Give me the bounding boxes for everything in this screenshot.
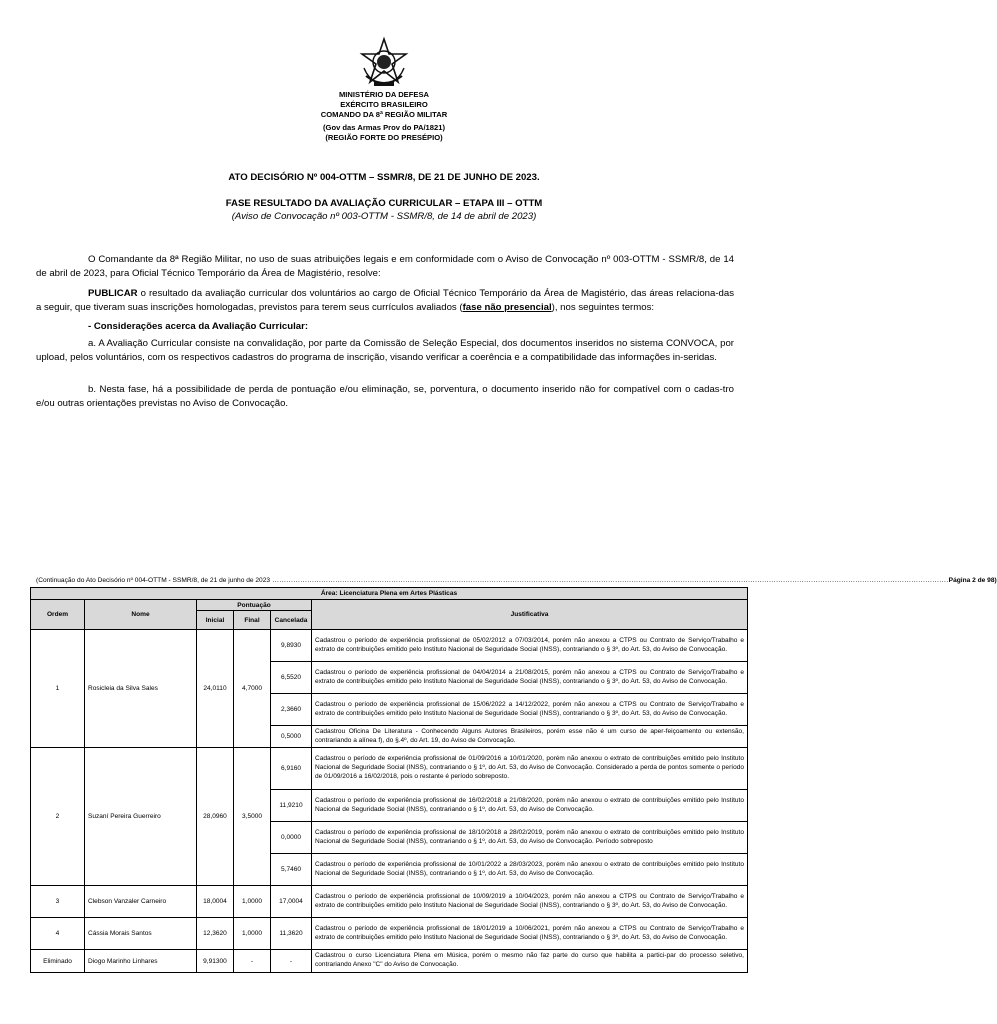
header-line: COMANDO DA 8ª REGIÃO MILITAR: [320, 110, 448, 119]
header-line: (Gov das Armas Prov do PA/1821): [323, 123, 445, 132]
header-line: EXÉRCITO BRASILEIRO: [340, 100, 428, 109]
table-row: [31, 630, 748, 662]
cell-cancelada: 2,3660: [271, 694, 312, 726]
col-header-inicial: Inicial: [197, 611, 234, 630]
publicar-paragraph: [36, 287, 734, 314]
cell-inicial: 28,0960: [197, 748, 234, 886]
publicar-keyword: PUBLICAR: [88, 288, 138, 299]
cell-cancelada: 6,9160: [271, 748, 312, 790]
cell-justificativa: Cadastrou Oficina De Literatura - Conhecendo Alguns Autores Brasileiros, porém esse não é um curso de aper-feiçoamento ou extensão, contrariando a alínea f), do §.4º, do Art. 19, do Aviso de Convocação.: [312, 726, 748, 748]
cell-justificativa: Cadastrou o período de experiência profissional de 18/10/2018 a 28/02/2019, porém não anexou o extrato de contribuições emitido pelo Instituto Nacional de Seguridade Social (INSS), contrariando o § 1º, do Art. 53, do Aviso de Convocação. Período sobreposto: [312, 822, 748, 854]
table-row: [31, 748, 748, 790]
col-header-nome: Nome: [85, 600, 197, 630]
cell-nome: Diogo Marinho Linhares: [85, 950, 197, 973]
document-subtitle-note: (Aviso de Convocação nº 003-OTTM - SSMR/8, de 14 de abril de 2023): [231, 211, 537, 222]
document-title: ATO DECISÓRIO Nº 004-OTTM – SSMR/8, DE 21 DE JUNHO DE 2023.: [228, 172, 540, 183]
area-header: Área: Licenciatura Plena em Artes Plásticas: [31, 588, 748, 600]
cell-cancelada: 0,5000: [271, 726, 312, 748]
cell-ordem: 2: [31, 748, 85, 886]
col-header-final: Final: [234, 611, 271, 630]
cell-nome: Rosicleia da Silva Sales: [85, 630, 197, 748]
consideracoes-heading: [36, 320, 734, 334]
cell-justificativa: Cadastrou o período de experiência profissional de 10/01/2022 a 28/03/2023, porém não anexou o extrato de contribuições emitido pelo Instituto Nacional de Seguridade Social (INSS), contrariando o § 1º, do Art. 53, do Aviso de Convocação.: [312, 854, 748, 886]
coat-of-arms-seal: [360, 38, 408, 88]
cell-nome: Cássia Morais Santos: [85, 918, 197, 950]
cell-cancelada: 0,0000: [271, 822, 312, 854]
fase-nao-presencial: fase não presencial: [462, 301, 552, 313]
table-row: [31, 886, 748, 918]
cell-inicial: 12,3620: [197, 918, 234, 950]
cell-ordem: 1: [31, 630, 85, 748]
intro-text: O Comandante da 8ª Região Militar, no uso de suas atribuições legais e em conformidade com o Aviso de Convocação nº 003-OTTM - SSMR/8, de 14 de abril de 2023, para Oficial Técnico Temporário da Área de Magistério, resolve:: [36, 254, 734, 279]
page-number: Página 2 de 98): [948, 577, 997, 584]
continuation-line: [36, 577, 997, 584]
cell-cancelada: 11,9210: [271, 790, 312, 822]
cell-justificativa: Cadastrou o período de experiência profissional de 16/02/2018 a 21/08/2020, porém não anexou o extrato de contribuições emitido pelo Instituto Nacional de Seguridade Social (INSS), contrariando o § 1º, do Art. 53, do Aviso de Convocação.: [312, 790, 748, 822]
cell-justificativa: Cadastrou o período de experiência profissional de 05/02/2012 a 07/03/2014, porém não anexou a CTPS ou Contrato de Serviço/Trabalho e extrato de contribuições emitido pelo Instituto Nacional de Seguridade Social (INSS), contrariando o § 3º, do Art. 53, do Aviso de Convocação.: [312, 630, 748, 662]
cell-justificativa: Cadastrou o período de experiência profissional de 18/01/2019 a 10/06/2021, porém não anexou a CTPS ou Contrato de Serviço/Trabalho e extrato de contribuições emitido pelo Instituto Nacional de Seguridade Social (INSS), contrariando o § 3º, do Art. 53, do Aviso de Convocação.: [312, 918, 748, 950]
header-line: MINISTÉRIO DA DEFESA: [338, 90, 429, 99]
col-header-ordem: Ordem: [31, 600, 85, 630]
cell-ordem: 4: [31, 918, 85, 950]
publicar-text: o resultado da avaliação curricular dos voluntários ao cargo de Oficial Técnico Temporário da Área de Magistério, das áreas relaciona-das a seguir, que tiveram suas inscrições homologadas, previstos para terem seus currículos avaliados (: [36, 288, 734, 313]
cell-inicial: 9,91300: [197, 950, 234, 973]
item-a-paragraph: [36, 337, 734, 364]
cell-nome: Suzaní Pereira Guerreiro: [85, 748, 197, 886]
cell-justificativa: Cadastrou o período de experiência profissional de 15/06/2022 a 14/12/2022, porém não anexou a CTPS ou Contrato de Serviço/Trabalho e extrato de contribuições emitido pelo Instituto Nacional de Seguridade Social (INSS), contrariando o § 3º, do Art. 53, do Aviso de Convocação.: [312, 694, 748, 726]
cell-cancelada: 9,8930: [271, 630, 312, 662]
intro-paragraph: [36, 253, 734, 280]
consideracoes-heading-text: - Considerações acerca da Avaliação Curricular:: [88, 321, 309, 332]
cell-final: 1,0000: [234, 886, 271, 918]
cell-justificativa: Cadastrou o período de experiência profissional de 01/09/2016 a 10/01/2020, porém não anexou o extrato de contribuições emitido pelo Instituto Nacional de Seguridade Social (INSS), contrariando o § 1º, do Art. 53, do Aviso de Convocação. Considerado a perda de pontos somente o período de 01/09/2016 a 16/02/2018, pois o restante é período sobreposto.: [312, 748, 748, 790]
cell-cancelada: 5,7460: [271, 854, 312, 886]
cell-final: 3,5000: [234, 748, 271, 886]
cell-cancelada: 11,3620: [271, 918, 312, 950]
table-row: [31, 918, 748, 950]
item-b-text: b. Nesta fase, há a possibilidade de perda de pontuação e/ou eliminação, se, porventura, o documento inserido não for compatível com o cadas-tro e/ou outras orientações previstas no Aviso de Convocação.: [36, 384, 734, 409]
cell-final: 1,0000: [234, 918, 271, 950]
continuation-dots: ..................................................................................................................................................................................................................................................................................................: [270, 577, 949, 584]
cell-final: 4,7000: [234, 630, 271, 748]
cell-inicial: 24,0110: [197, 630, 234, 748]
continuation-text: (Continuação do Ato Decisório nº 004-OTTM - SSMR/8, de 21 de junho de 2023: [36, 577, 271, 584]
cell-ordem: 3: [31, 886, 85, 918]
cell-justificativa: Cadastrou o período de experiência profissional de 04/04/2014 a 21/08/2015, porém não anexou a CTPS ou Contrato de Serviço/Trabalho e extrato de contribuições emitido pelo Instituto Nacional de Seguridade Social (INSS), contrariando o § 3º, do Art. 53, do Aviso de Convocação.: [312, 662, 748, 694]
cell-inicial: 18,0004: [197, 886, 234, 918]
cell-nome: Clebson Vanzaler Carneiro: [85, 886, 197, 918]
cell-final: -: [234, 950, 271, 973]
cell-justificativa: Cadastrou o curso Licenciatura Plena em Música, porém o mesmo não faz parte do curso que habilita a partici-par do processo seletivo, contrariando Anexo "C" do Aviso de Convocação.: [312, 950, 748, 973]
item-b-paragraph: [36, 383, 734, 410]
cell-cancelada: 17,0004: [271, 886, 312, 918]
cell-cancelada: 6,5520: [271, 662, 312, 694]
col-header-pontuacao: Pontuação: [197, 600, 312, 611]
cell-cancelada: -: [271, 950, 312, 973]
publicar-end: ), nos seguintes termos:: [551, 301, 655, 313]
col-header-justificativa: Justificativa: [312, 600, 748, 630]
cell-justificativa: Cadastrou o período de experiência profissional de 10/09/2019 a 10/04/2023, porém não anexou a CTPS ou Contrato de Serviço/Trabalho e extrato de contribuições emitido pelo Instituto Nacional de Seguridade Social (INSS), contrariando o § 3º, do Art. 53, do Aviso de Convocação.: [312, 886, 748, 918]
col-header-cancelada: Cancelada: [271, 611, 312, 630]
document-subtitle: FASE RESULTADO DA AVALIAÇÃO CURRICULAR – ETAPA III – OTTM: [225, 198, 543, 209]
results-table: [30, 587, 748, 973]
header-line: (REGIÃO FORTE DO PRESÉPIO): [325, 133, 443, 142]
table-row: [31, 950, 748, 973]
item-a-text: a. A Avaliação Curricular consiste na convalidação, por parte da Comissão de Seleção Especial, dos documentos inseridos no sistema CONVOCA, por upload, pelos voluntários, com os respectivos cadastros do programa de inscrição, visando verificar a coerência e a compatibilidade das informações in-seridas.: [36, 338, 734, 363]
cell-ordem: Eliminado: [31, 950, 85, 973]
